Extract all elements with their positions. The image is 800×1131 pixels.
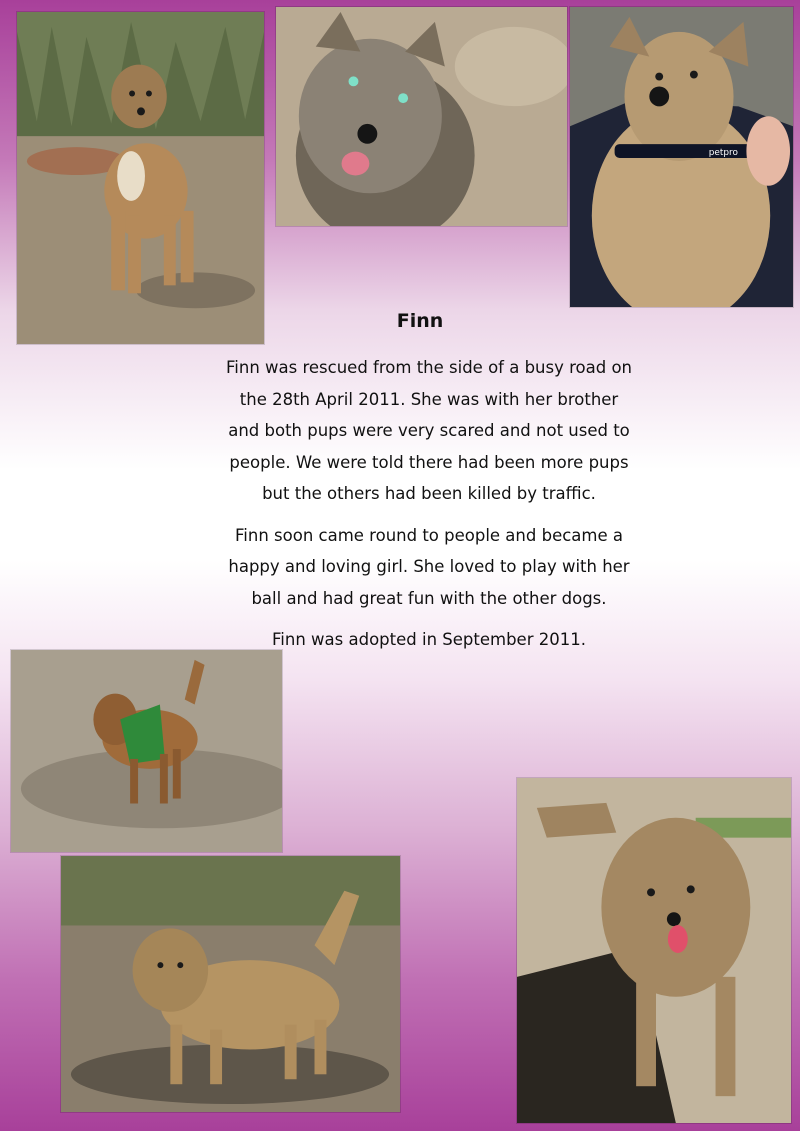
photo-dog-running-tongue <box>516 777 792 1124</box>
photo-dog-looking-up <box>275 6 568 227</box>
collar-text: petpro <box>708 148 738 159</box>
story-paragraph-personality: Finn soon came round to people and became a happy and loving girl. She loved to play with her ball and had great fun with the other dogs. <box>228 525 630 608</box>
photo-dog-walking-gravel <box>60 855 401 1113</box>
photo-dog-green-harness <box>10 649 283 853</box>
photo-dog-standing-grass <box>16 11 265 345</box>
photo-dog-held-collar <box>569 6 794 308</box>
story-paragraph-rescue: Finn was rescued from the side of a busy road on the 28th April 2011. She was with her brother and both pups were very scared and not used to people. We were told there had been more pups but the others had been killed by traffic. <box>226 358 633 503</box>
page-title: Finn <box>396 310 444 332</box>
story-text <box>226 352 632 666</box>
story-paragraph-adoption: Finn was adopted in September 2011. <box>272 630 586 649</box>
